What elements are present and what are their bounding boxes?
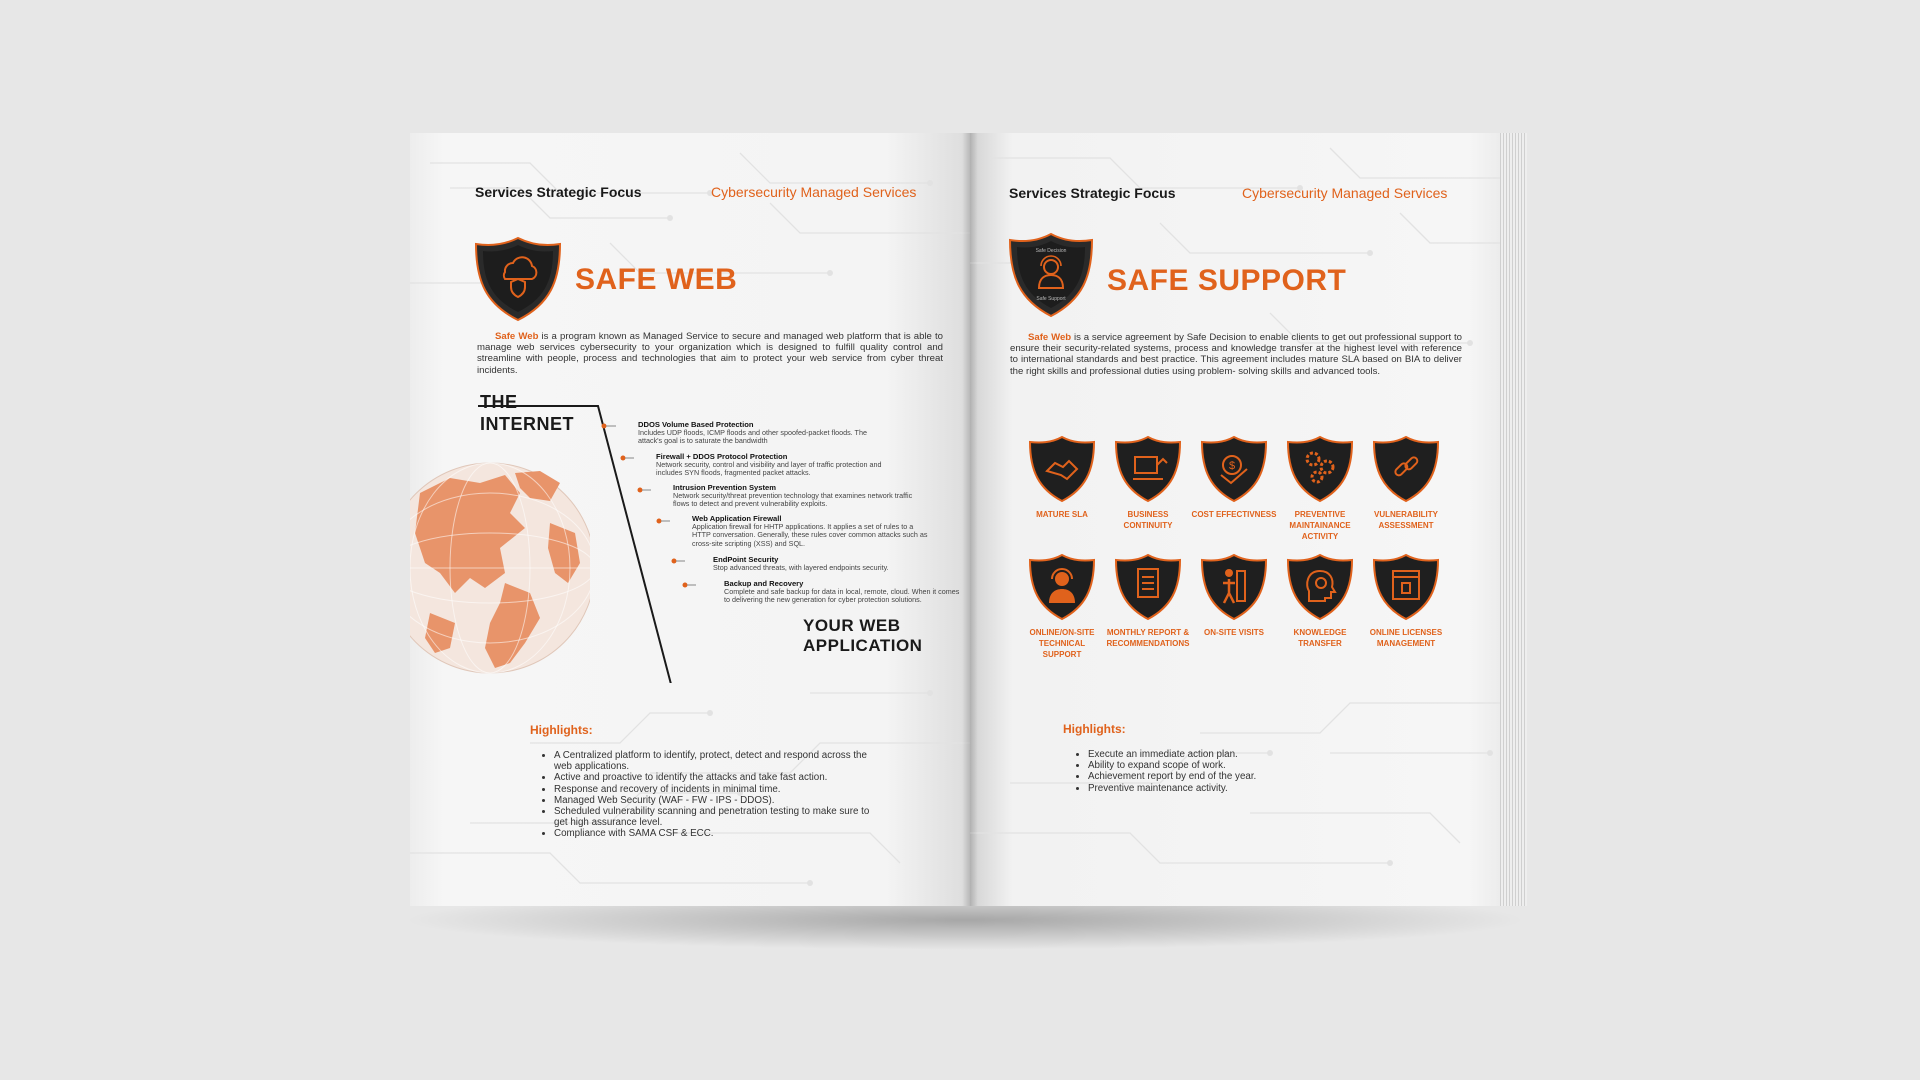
handshake-icon [1027,435,1097,503]
feature-item [673,483,913,509]
feature-desc: Network security, control and visibility and layer of traffic protection and includes SYN floods, fragmented packet attacks. [656,460,882,478]
clipboard-icon [1113,553,1183,621]
right-page [970,133,1500,906]
service-label: KNOWLEDGE TRANSFER [1293,628,1347,648]
intro-text: is a program known as Managed Service to secure and managed web platform that is able to manage web services cybersecurity to your organization which is designed to fulfill quality control and streamline with people, process and technologies that aim to protect your web service from cyber threat incidents. [477,331,943,376]
feature-desc: Complete and safe backup for data in local, remote, cloud. When it comes to delivering the new generation for cyber protection solutions. [724,587,960,605]
diagram-end-label [803,616,922,656]
end-line-2: APPLICATION [803,636,923,655]
intro-paragraph [477,331,943,376]
start-line-1: THE [480,392,518,412]
safe-web-shield-icon [472,236,564,322]
service-on-site-visits [1191,553,1277,638]
highlight-item: • Response and recovery of incidents in minimal time. [554,784,884,795]
header-category: Cybersecurity Managed Services [1242,185,1448,201]
gears-icon [1285,435,1355,503]
page-edges [1500,133,1527,906]
feature-title: Firewall + DDOS Protocol Protection [656,452,788,461]
highlights-title: Highlights: [530,723,593,737]
service-label: BUSINESS CONTINUITY [1123,510,1173,530]
badge-text-bottom: Safe Support [1036,296,1066,302]
knowledge-icon [1285,553,1355,621]
service-label: MATURE SLA [1036,510,1088,519]
highlight-item: • Active and proactive to identify the attacks and take fast action. [554,772,884,783]
highlight-item: • Scheduled vulnerability scanning and penetration testing to make sure to get high assurance level. [554,806,884,828]
end-line-1: YOUR WEB [803,616,901,635]
feature-item [638,420,878,446]
feature-item [724,579,964,605]
service-mature-sla [1019,435,1105,520]
feature-desc: Includes UDP floods, ICMP floods and other spoofed-packet floods. The attack's goal is to saturate the bandwidth [638,428,867,446]
highlight-item: • Execute an immediate action plan. [1088,749,1348,760]
continuity-icon [1113,435,1183,503]
intro-highlight: Safe Web [1028,332,1072,343]
feature-title: Intrusion Prevention System [673,483,776,492]
license-icon [1371,553,1441,621]
feature-desc: Application firewall for HHTP applications. It applies a set of rules to a HTTP conversation. Generally, these rules cover common attacks such as cross-site scripting (XSS) and SQL. [692,522,928,548]
feature-item [692,514,932,548]
service-label: ON-SITE VISITS [1203,628,1264,637]
page-title: SAFE SUPPORT [1107,264,1347,297]
highlight-item: • Achievement report by end of the year. [1088,771,1348,782]
intro-text: is a service agreement by Safe Decision to enable clients to get out professional support to ensure their security-related systems, process and knowledge transfer at the highest level with reference to international standards and best practice. This agreement includes mature SLA based on BIA to deliver the right skills and professional duties using problem- solving skills and advanced tools. [1010,332,1462,377]
service-label: ONLINE/ON-SITE TECHNICAL SUPPORT [1029,628,1095,659]
page-title: SAFE WEB [575,263,738,296]
service-monthly-report [1105,553,1191,649]
feature-title: EndPoint Security [713,555,779,564]
intro-highlight: Safe Web [495,331,539,342]
service-label: MONTHLY REPORT & RECOMMENDATIONS [1106,628,1190,648]
service-vulnerability-assessment [1363,435,1449,531]
intro-paragraph [1010,332,1462,377]
start-line-2: INTERNET [480,414,574,434]
service-preventive-maintenance [1277,435,1363,542]
service-cost-effectiveness [1191,435,1277,520]
highlight-item: • A Centralized platform to identify, protect, detect and respond across the web applications. [554,750,884,772]
service-business-continuity [1105,435,1191,531]
highlights-title: Highlights: [1063,722,1126,736]
book-spine [962,133,978,906]
left-page [410,133,970,906]
service-label: PREVENTIVE MAINTAINANCE ACTIVITY [1289,510,1351,541]
visit-icon [1199,553,1269,621]
highlight-item: • Preventive maintenance activity. [1088,783,1348,794]
feature-title: DDOS Volume Based Protection [638,420,754,429]
header-section: Services Strategic Focus [1009,185,1176,201]
feature-item [656,452,896,478]
header-section: Services Strategic Focus [475,184,642,200]
service-label: VULNERABILITY ASSESSMENT [1374,510,1438,530]
highlight-item: • Compliance with SAMA CSF & ECC. [554,828,884,839]
cost-icon [1199,435,1269,503]
service-licenses-management [1363,553,1449,649]
headset-icon [1027,553,1097,621]
header-category: Cybersecurity Managed Services [711,184,917,200]
highlights-list [540,750,884,840]
badge-text-top: Safe Decision [1035,248,1067,254]
service-technical-support [1019,553,1105,660]
svg-text:$: $ [1228,460,1236,472]
feature-title: Backup and Recovery [724,579,804,588]
service-label: ONLINE LICENSES MANAGEMENT [1369,628,1443,648]
highlight-item: • Ability to expand scope of work. [1088,760,1348,771]
feature-desc: Stop advanced threats, with layered endpoints security. [713,563,889,572]
feature-desc: Network security/threat prevention technology that examines network traffic flows to detect and prevent vulnerability exploits. [673,491,913,509]
feature-title: Web Application Firewall [692,514,782,523]
feature-item [713,555,953,572]
highlight-item: • Managed Web Security (WAF - FW - IPS - DDOS). [554,795,884,806]
service-label: COST EFFECTIVNESS [1191,510,1277,519]
broken-link-icon [1371,435,1441,503]
highlights-list [1074,749,1348,794]
service-knowledge-transfer [1277,553,1363,649]
safe-support-shield-icon [1006,232,1096,318]
